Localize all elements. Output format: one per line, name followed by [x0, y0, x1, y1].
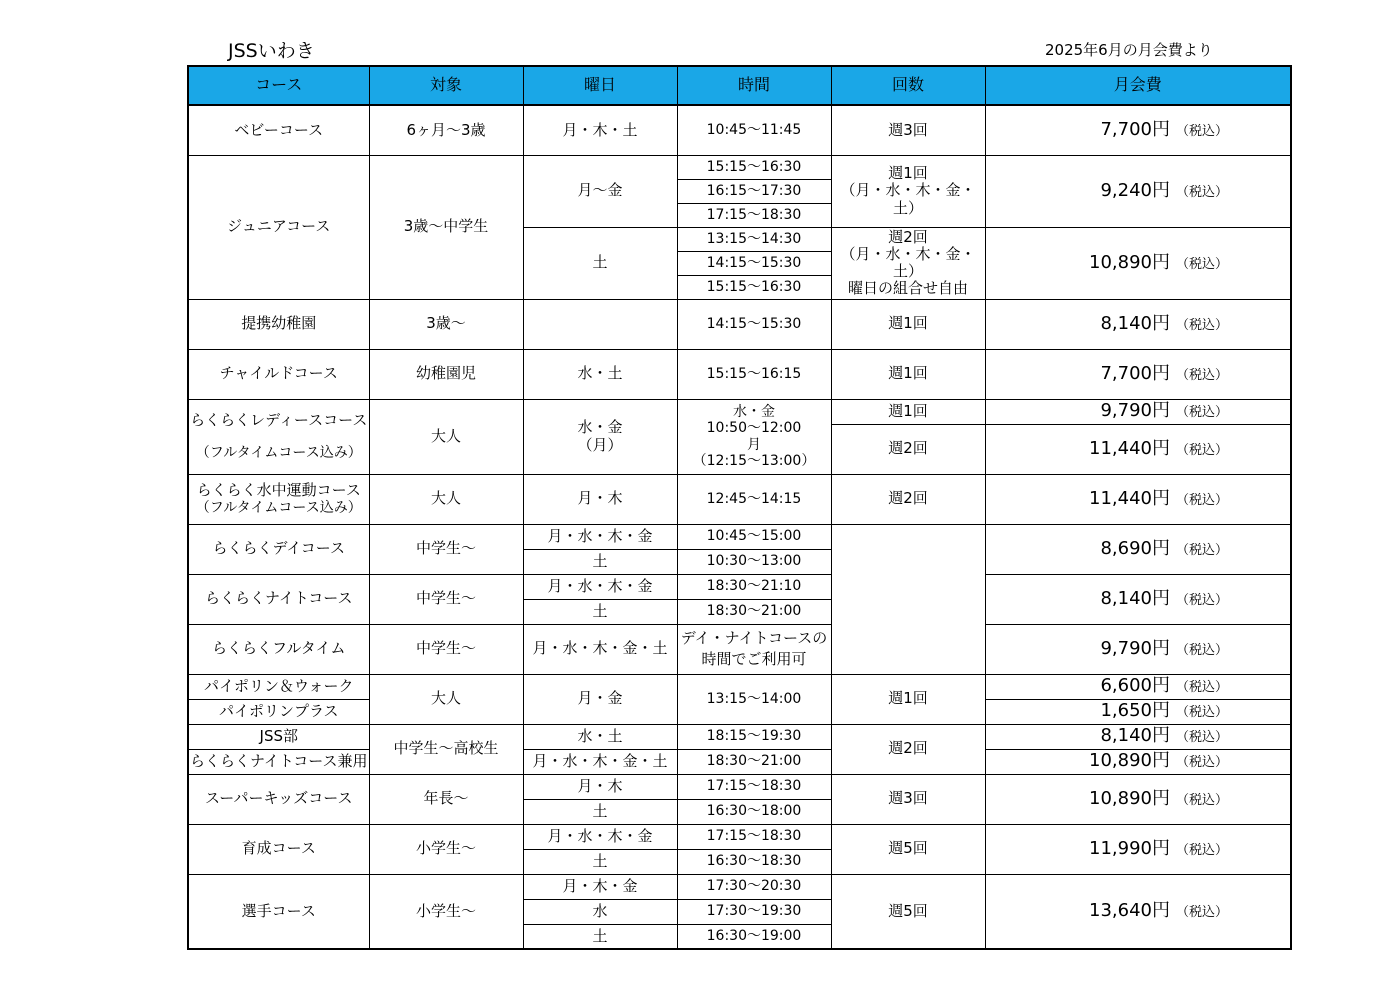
tax-label: （税込） — [1175, 730, 1228, 746]
tax-label: （税込） — [1175, 642, 1228, 658]
time: 14:15～15:30 — [677, 299, 831, 349]
tax-label: （税込） — [1175, 542, 1228, 558]
table-row — [188, 524, 1291, 549]
days-sub: （月） — [577, 435, 623, 454]
course-name: らくらくフルタイム — [188, 624, 369, 674]
days: 月～金 — [523, 155, 677, 227]
course-name — [188, 399, 369, 474]
fee — [985, 774, 1291, 824]
fee — [985, 624, 1291, 674]
fee — [985, 155, 1291, 227]
fee-amount: 13,640円 — [1089, 899, 1170, 921]
fee-amount: 8,140円 — [1100, 312, 1170, 334]
time: 16:30～19:00 — [677, 924, 831, 949]
time-range: 10:50～12:00 — [706, 420, 802, 437]
page-title: JSSいわき — [228, 40, 315, 62]
frequency — [831, 155, 985, 227]
header-fee: 月会費 — [985, 66, 1291, 105]
frequency — [831, 524, 985, 674]
time: 13:15～14:00 — [677, 674, 831, 724]
time: 15:15～16:30 — [677, 275, 831, 299]
fee-amount: 9,790円 — [1100, 637, 1170, 659]
days: 水・土 — [523, 349, 677, 399]
course-name: らくらくナイトコース兼用 — [188, 749, 369, 774]
time: 18:30～21:00 — [677, 749, 831, 774]
course-name: パイポリン＆ウォーク — [188, 674, 369, 699]
frequency: 週1回 — [831, 299, 985, 349]
table-row — [188, 349, 1291, 399]
course-note: （フルタイムコース込み） — [195, 445, 362, 462]
fee-amount: 9,240円 — [1100, 179, 1170, 201]
frequency: 週1回 — [831, 349, 985, 399]
fee — [985, 724, 1291, 749]
frequency — [831, 227, 985, 299]
fee — [985, 699, 1291, 724]
fee-amount: 8,690円 — [1100, 537, 1170, 559]
frequency-note: 曜日の組合せ自由 — [847, 279, 968, 298]
days: 月・水・木・金 — [523, 824, 677, 849]
fee — [985, 299, 1291, 349]
target-age: 大人 — [369, 399, 523, 474]
days: 月・木 — [523, 774, 677, 799]
table-row — [188, 474, 1291, 524]
fee — [985, 227, 1291, 299]
time: 10:45～11:45 — [677, 105, 831, 155]
course-note: （フルタイムコース込み） — [195, 499, 362, 516]
course-name: 提携幼稚園 — [188, 299, 369, 349]
target-age: 大人 — [369, 674, 523, 724]
frequency: 週1回 — [831, 674, 985, 724]
days: 土 — [523, 227, 677, 299]
days: 月・水・木・金 — [523, 524, 677, 549]
target-age: 3歳～中学生 — [369, 155, 523, 299]
tax-label: （税込） — [1175, 256, 1228, 272]
fee-amount: 11,440円 — [1089, 487, 1170, 509]
course-name — [188, 474, 369, 524]
table-row — [188, 299, 1291, 349]
frequency: 週5回 — [831, 874, 985, 949]
course-name: 選手コース — [188, 874, 369, 949]
fee — [985, 524, 1291, 574]
table-row — [188, 105, 1291, 155]
target-age: 中学生～ — [369, 624, 523, 674]
time: 16:15～17:30 — [677, 179, 831, 203]
fee — [985, 674, 1291, 699]
days: 月・木 — [523, 474, 677, 524]
header-course: コース — [188, 66, 369, 105]
time: 10:45～15:00 — [677, 524, 831, 549]
fee — [985, 105, 1291, 155]
days: 土 — [523, 599, 677, 624]
time: 16:30～18:30 — [677, 849, 831, 874]
tax-label: （税込） — [1175, 123, 1228, 139]
course-name: パイポリンプラス — [188, 699, 369, 724]
time: 17:15～18:30 — [677, 824, 831, 849]
fee — [985, 574, 1291, 624]
frequency: 週2回 — [831, 724, 985, 774]
fee-amount: 9,790円 — [1100, 400, 1170, 422]
course-name-line: らくらく水中運動コース — [196, 481, 361, 500]
days: 土 — [523, 924, 677, 949]
frequency: 週3回 — [831, 105, 985, 155]
fee-amount: 8,140円 — [1100, 587, 1170, 609]
fee-amount: 8,140円 — [1100, 725, 1170, 747]
days: 土 — [523, 849, 677, 874]
header-days: 曜日 — [523, 66, 677, 105]
time-note: 時間でご利用可 — [701, 650, 807, 668]
target-age: 幼稚園児 — [369, 349, 523, 399]
course-name: ジュニアコース — [188, 155, 369, 299]
tax-label: （税込） — [1175, 442, 1228, 458]
fee-amount: 10,890円 — [1089, 750, 1170, 772]
frequency-count: 週2回 — [888, 227, 928, 246]
days: 土 — [523, 549, 677, 574]
tax-label: （税込） — [1175, 680, 1228, 696]
course-name: チャイルドコース — [188, 349, 369, 399]
header-time: 時間 — [677, 66, 831, 105]
tax-label: （税込） — [1175, 492, 1228, 508]
time: 10:30～13:00 — [677, 549, 831, 574]
time: 17:15～18:30 — [677, 774, 831, 799]
table-row — [188, 824, 1291, 849]
time: 17:15～18:30 — [677, 203, 831, 227]
fee — [985, 424, 1291, 474]
time-range: （12:15～13:00） — [692, 452, 816, 469]
tax-label: （税込） — [1175, 592, 1228, 608]
frequency-count: 週1回 — [888, 164, 928, 183]
tax-label: （税込） — [1175, 842, 1228, 858]
tax-label: （税込） — [1175, 755, 1228, 771]
target-age: 小学生～ — [369, 824, 523, 874]
target-age: 年長～ — [369, 774, 523, 824]
target-age: 中学生～ — [369, 574, 523, 624]
days: 土 — [523, 799, 677, 824]
days: 月・木・土 — [523, 105, 677, 155]
time-days: 水・金 — [733, 404, 775, 421]
target-age: 小学生～ — [369, 874, 523, 949]
frequency: 週2回 — [831, 424, 985, 474]
fee — [985, 349, 1291, 399]
fee-amount: 11,440円 — [1089, 437, 1170, 459]
tax-label: （税込） — [1175, 705, 1228, 721]
fee-amount: 6,600円 — [1100, 675, 1170, 697]
frequency: 週1回 — [831, 399, 985, 424]
frequency: 週3回 — [831, 774, 985, 824]
fee-amount: 10,890円 — [1089, 787, 1170, 809]
header-row — [188, 66, 1291, 105]
frequency: 週5回 — [831, 824, 985, 874]
time: 12:45～14:15 — [677, 474, 831, 524]
table-row — [188, 674, 1291, 699]
course-name-line: らくらくレディースコース — [190, 410, 368, 429]
tax-label: （税込） — [1175, 792, 1228, 808]
tax-label: （税込） — [1175, 317, 1228, 333]
frequency: 週2回 — [831, 474, 985, 524]
fee-amount: 7,700円 — [1100, 362, 1170, 384]
time-note: デイ・ナイトコースの — [680, 628, 828, 647]
tax-label: （税込） — [1175, 367, 1228, 383]
time: 14:15～15:30 — [677, 251, 831, 275]
fee-amount: 10,890円 — [1089, 251, 1170, 273]
course-name: スーパーキッズコース — [188, 774, 369, 824]
time — [677, 624, 831, 674]
header-target: 対象 — [369, 66, 523, 105]
fee — [985, 824, 1291, 874]
fee — [985, 749, 1291, 774]
fee — [985, 474, 1291, 524]
fee — [985, 874, 1291, 949]
time: 13:15～14:30 — [677, 227, 831, 251]
days: 月・木・金 — [523, 874, 677, 899]
table-row — [188, 399, 1291, 424]
header-frequency: 回数 — [831, 66, 985, 105]
time: 18:15～19:30 — [677, 724, 831, 749]
fee — [985, 399, 1291, 424]
time: 18:30～21:00 — [677, 599, 831, 624]
tax-label: （税込） — [1175, 904, 1228, 920]
effective-date-note: 2025年6月の月会費より — [1045, 41, 1213, 59]
time: 15:15～16:15 — [677, 349, 831, 399]
days: 水・土 — [523, 724, 677, 749]
frequency-days: （月・水・木・金・土） — [840, 181, 976, 217]
table-row — [188, 155, 1291, 179]
table-row — [188, 724, 1291, 749]
tax-label: （税込） — [1175, 405, 1228, 421]
days: 水 — [523, 899, 677, 924]
time — [677, 399, 831, 474]
target-age: 6ヶ月～3歳 — [369, 105, 523, 155]
course-name: らくらくナイトコース — [188, 574, 369, 624]
time: 15:15～16:30 — [677, 155, 831, 179]
fee-amount: 1,650円 — [1100, 700, 1170, 722]
days: 月・水・木・金・土 — [523, 624, 677, 674]
days — [523, 299, 677, 349]
frequency-days: （月・水・木・金・土） — [840, 244, 976, 280]
time: 18:30～21:10 — [677, 574, 831, 599]
course-name: ベビーコース — [188, 105, 369, 155]
days: 月・水・木・金 — [523, 574, 677, 599]
fee-table — [187, 65, 1292, 950]
time: 16:30～18:00 — [677, 799, 831, 824]
course-name: JSS部 — [188, 724, 369, 749]
course-name: 育成コース — [188, 824, 369, 874]
target-age: 3歳～ — [369, 299, 523, 349]
target-age: 大人 — [369, 474, 523, 524]
table-row — [188, 574, 1291, 599]
time-days: 月 — [747, 436, 761, 453]
time: 17:30～20:30 — [677, 874, 831, 899]
table-row — [188, 874, 1291, 899]
target-age: 中学生～高校生 — [369, 724, 523, 774]
fee-amount: 11,990円 — [1089, 837, 1170, 859]
course-name: らくらくデイコース — [188, 524, 369, 574]
fee-amount: 7,700円 — [1100, 118, 1170, 140]
days: 月・金 — [523, 674, 677, 724]
tax-label: （税込） — [1175, 184, 1228, 200]
target-age: 中学生～ — [369, 524, 523, 574]
table-row — [188, 749, 1291, 774]
days: 月・水・木・金・土 — [523, 749, 677, 774]
table-row — [188, 624, 1291, 649]
time: 17:30～19:30 — [677, 899, 831, 924]
days — [523, 399, 677, 474]
days-main: 水・金 — [577, 418, 623, 437]
table-row — [188, 774, 1291, 799]
